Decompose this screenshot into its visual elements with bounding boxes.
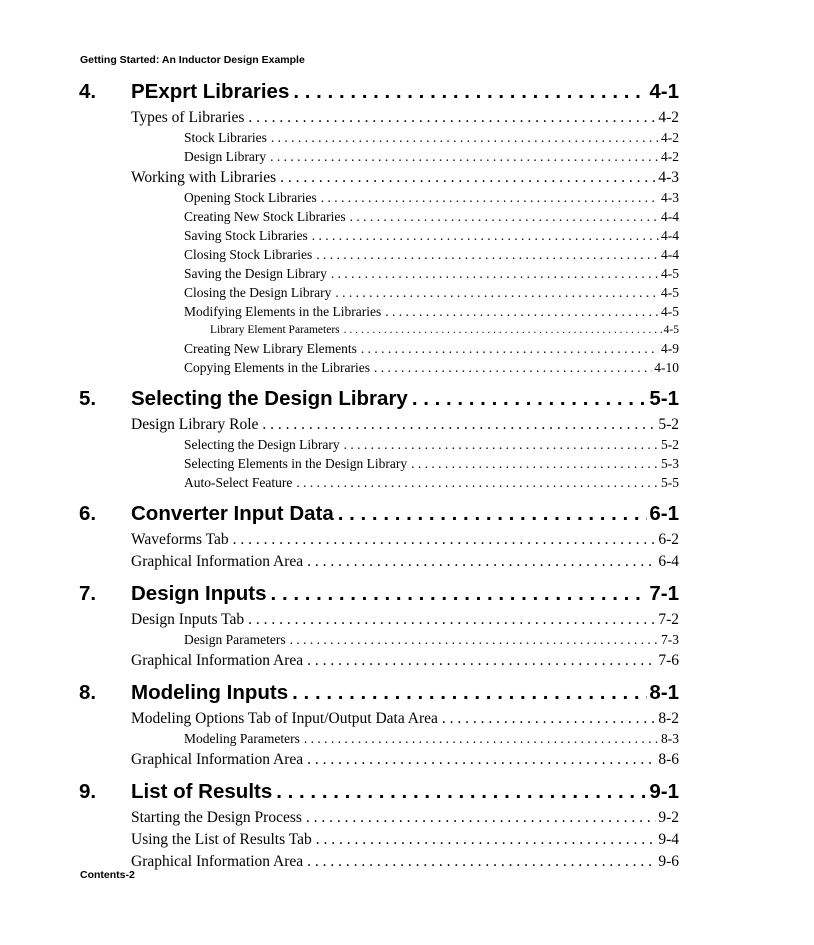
toc-entry	[79, 168, 679, 188]
chapter-title: List of Results	[131, 780, 273, 803]
chapter-title-line	[131, 387, 679, 411]
chapter-heading	[79, 385, 679, 413]
entry-page-number: 5-5	[661, 475, 679, 490]
entry-label: Modeling Options Tab of Input/Output Data Area	[131, 710, 438, 727]
dot-leader	[316, 830, 657, 850]
entry-label: Graphical Information Area	[131, 652, 304, 669]
chapter-title: PExprt Libraries	[131, 80, 290, 103]
toc-entry	[79, 830, 679, 850]
page-footer: Contents-2	[80, 869, 135, 881]
toc-entry	[79, 321, 679, 339]
running-header: Getting Started: An Inductor Design Example	[80, 54, 305, 66]
entry-label: Saving Stock Libraries	[184, 228, 308, 243]
toc-entry	[79, 264, 679, 283]
entry-page-number: 4-4	[661, 247, 679, 262]
entry-label: Starting the Design Process	[131, 809, 302, 826]
entry-label: Creating New Library Elements	[184, 341, 357, 356]
toc-entry	[79, 630, 679, 649]
entry-label: Waveforms Tab	[131, 531, 229, 548]
entry-label: Closing Stock Libraries	[184, 247, 313, 262]
dot-leader	[344, 435, 659, 454]
chapter-title-line	[131, 502, 679, 526]
toc-entry	[79, 207, 679, 226]
entry-label: Design Inputs Tab	[131, 611, 245, 628]
entry-page-number: 5-2	[661, 437, 679, 452]
dot-leader	[412, 387, 648, 411]
entry-label: Design Parameters	[184, 632, 286, 647]
chapter-heading	[79, 778, 679, 806]
entry-label: Library Element Parameters	[210, 324, 340, 336]
chapter-page-number: 6-1	[649, 502, 679, 525]
toc-entry	[79, 750, 679, 770]
chapter-heading	[79, 78, 679, 106]
entry-page-number: 8-2	[658, 710, 679, 727]
entry-label: Stock Libraries	[184, 130, 267, 145]
entry-label: Design Library Role	[131, 416, 259, 433]
entry-page-number: 4-5	[661, 304, 679, 319]
dot-leader	[307, 750, 656, 770]
entry-label: Using the List of Results Tab	[131, 831, 312, 848]
dot-leader	[344, 321, 662, 339]
chapter-heading	[79, 500, 679, 528]
entry-page-number: 4-5	[663, 324, 679, 336]
toc-entry	[79, 245, 679, 264]
entry-page-number: 8-3	[661, 731, 679, 746]
toc-entry	[79, 651, 679, 671]
chapter-heading	[79, 580, 679, 608]
toc-entry	[79, 226, 679, 245]
chapter-number: 4.	[79, 80, 97, 103]
toc-entry	[79, 128, 679, 147]
entry-page-number: 4-4	[661, 209, 679, 224]
chapter-number: 5.	[79, 387, 97, 410]
dot-leader	[321, 188, 659, 207]
dot-leader	[304, 729, 659, 748]
dot-leader	[276, 780, 647, 804]
dot-leader	[290, 630, 659, 649]
entry-label: Closing the Design Library	[184, 285, 332, 300]
toc-entry	[79, 808, 679, 828]
entry-page-number: 7-3	[661, 632, 679, 647]
dot-leader	[307, 852, 656, 872]
toc-entry	[79, 852, 679, 872]
entry-label: Selecting the Design Library	[184, 437, 340, 452]
entry-page-number: 4-2	[661, 149, 679, 164]
toc-entry	[79, 108, 679, 128]
dot-leader	[280, 168, 656, 188]
dot-leader	[338, 502, 648, 526]
chapter-number: 9.	[79, 780, 97, 803]
chapter-page-number: 4-1	[649, 80, 679, 103]
entry-label: Auto-Select Feature	[184, 475, 293, 490]
chapter-heading	[79, 679, 679, 707]
dot-leader	[411, 454, 659, 473]
entry-label: Selecting Elements in the Design Library	[184, 456, 408, 471]
entry-label: Copying Elements in the Libraries	[184, 360, 370, 375]
dot-leader	[292, 681, 647, 705]
chapter-number: 8.	[79, 681, 97, 704]
dot-leader	[262, 415, 656, 435]
entry-page-number: 4-3	[661, 190, 679, 205]
chapter-page-number: 7-1	[649, 582, 679, 605]
dot-leader	[306, 808, 656, 828]
chapter-title: Design Inputs	[131, 582, 267, 605]
entry-label: Types of Libraries	[131, 109, 245, 126]
chapter-page-number: 9-1	[649, 780, 679, 803]
dot-leader	[307, 651, 656, 671]
entry-page-number: 6-4	[658, 553, 679, 570]
dot-leader	[233, 530, 657, 550]
dot-leader	[296, 473, 659, 492]
entry-page-number: 4-9	[661, 341, 679, 356]
dot-leader	[316, 245, 659, 264]
dot-leader	[248, 610, 656, 630]
dot-leader	[385, 302, 659, 321]
entry-page-number: 5-3	[661, 456, 679, 471]
entry-page-number: 9-4	[658, 831, 679, 848]
entry-page-number: 4-4	[661, 228, 679, 243]
entry-page-number: 4-10	[654, 360, 679, 375]
chapter-page-number: 8-1	[649, 681, 679, 704]
toc-entry	[79, 339, 679, 358]
toc-entry	[79, 358, 679, 377]
dot-leader	[335, 283, 659, 302]
chapter-title-line	[131, 780, 679, 804]
entry-page-number: 8-6	[658, 751, 679, 768]
toc-entry	[79, 283, 679, 302]
dot-leader	[270, 147, 659, 166]
chapter-title-line	[131, 80, 679, 104]
entry-page-number: 7-2	[658, 611, 679, 628]
entry-label: Design Library	[184, 149, 267, 164]
entry-page-number: 4-5	[661, 285, 679, 300]
toc-entry	[79, 147, 679, 166]
chapter-number: 7.	[79, 582, 97, 605]
toc-entry	[79, 729, 679, 748]
entry-label: Working with Libraries	[131, 169, 277, 186]
dot-leader	[442, 709, 656, 729]
toc-entry	[79, 473, 679, 492]
dot-leader	[350, 207, 659, 226]
chapter-title: Converter Input Data	[131, 502, 334, 525]
entry-label: Graphical Information Area	[131, 553, 304, 570]
dot-leader	[293, 80, 647, 104]
dot-leader	[312, 226, 659, 245]
toc-entry	[79, 415, 679, 435]
toc-entry	[79, 709, 679, 729]
dot-leader	[331, 264, 659, 283]
chapter-title-line	[131, 582, 679, 606]
entry-page-number: 5-2	[658, 416, 679, 433]
chapter-page-number: 5-1	[649, 387, 679, 410]
entry-page-number: 6-2	[658, 531, 679, 548]
entry-page-number: 4-3	[658, 169, 679, 186]
dot-leader	[361, 339, 659, 358]
entry-page-number: 4-2	[658, 109, 679, 126]
chapter-title: Selecting the Design Library	[131, 387, 408, 410]
dot-leader	[248, 108, 656, 128]
toc-entry	[79, 435, 679, 454]
chapter-title-line	[131, 681, 679, 705]
dot-leader	[374, 358, 652, 377]
entry-label: Graphical Information Area	[131, 751, 304, 768]
toc-entry	[79, 552, 679, 572]
toc-entry	[79, 610, 679, 630]
dot-leader	[307, 552, 656, 572]
toc-entry	[79, 454, 679, 473]
toc-entry	[79, 530, 679, 550]
entry-page-number: 4-2	[661, 130, 679, 145]
entry-label: Opening Stock Libraries	[184, 190, 317, 205]
table-of-contents	[79, 78, 679, 872]
chapter-number: 6.	[79, 502, 97, 525]
toc-entry	[79, 302, 679, 321]
entry-page-number: 4-5	[661, 266, 679, 281]
entry-page-number: 9-2	[658, 809, 679, 826]
entry-label: Graphical Information Area	[131, 853, 304, 870]
entry-label: Modeling Parameters	[184, 731, 300, 746]
dot-leader	[271, 582, 648, 606]
entry-page-number: 7-6	[658, 652, 679, 669]
toc-entry	[79, 188, 679, 207]
entry-label: Modifying Elements in the Libraries	[184, 304, 382, 319]
chapter-title: Modeling Inputs	[131, 681, 289, 704]
entry-label: Saving the Design Library	[184, 266, 327, 281]
entry-page-number: 9-6	[658, 853, 679, 870]
entry-label: Creating New Stock Libraries	[184, 209, 346, 224]
dot-leader	[271, 128, 659, 147]
